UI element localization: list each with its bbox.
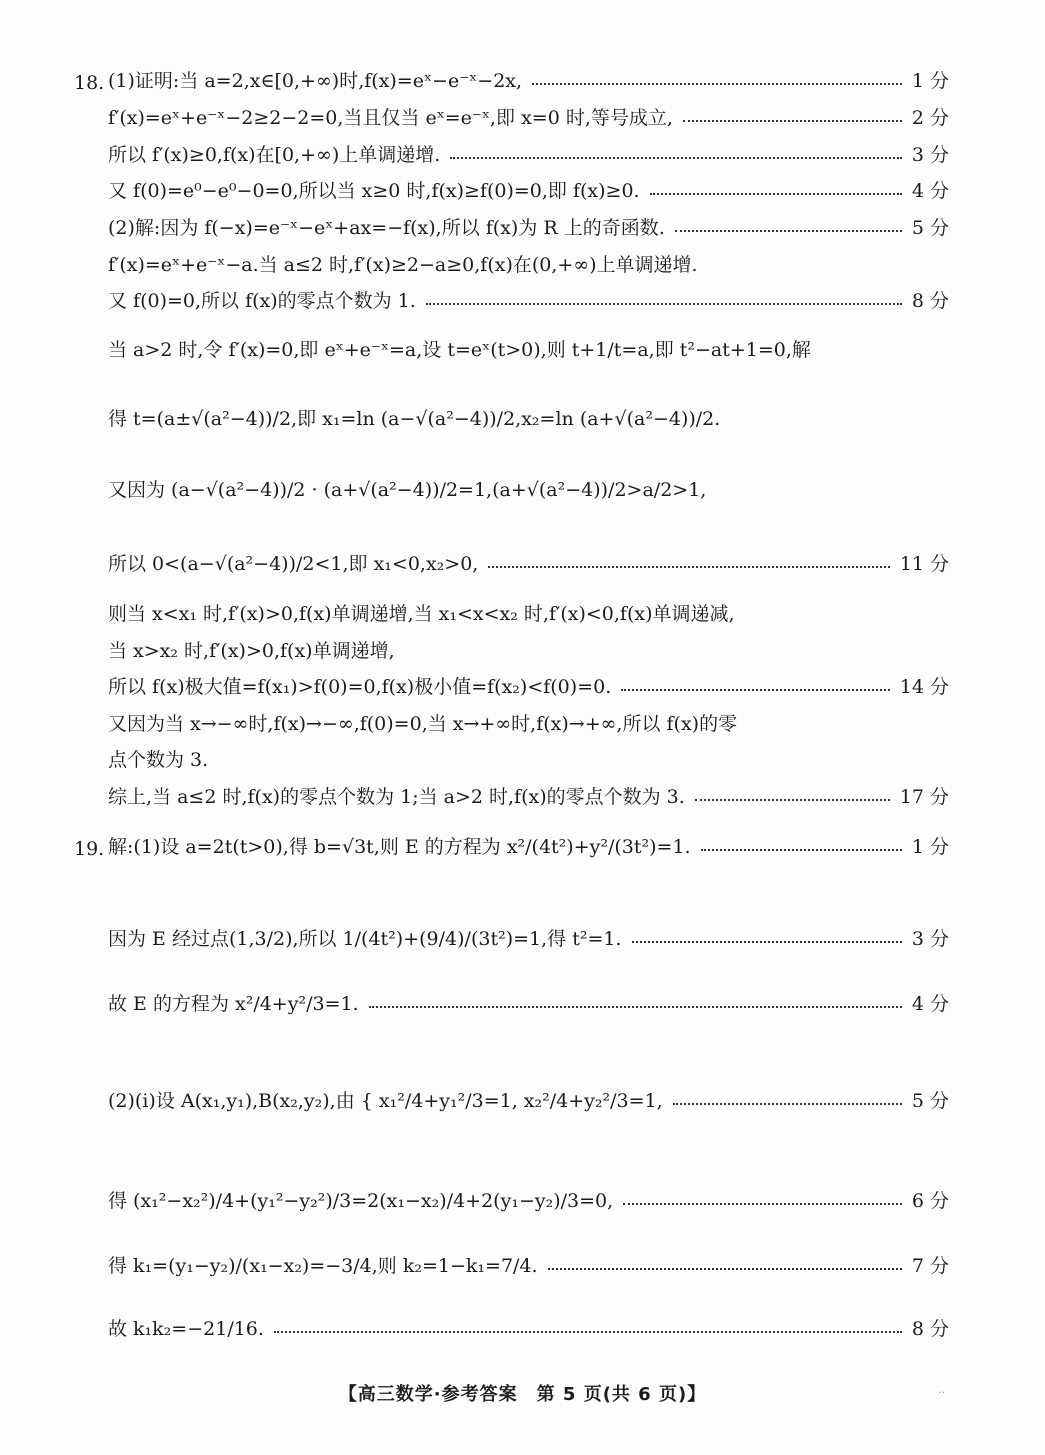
q18-line-11-text: 所以 0<(a−√(a²−4))/2<1,即 x₁<0,x₂>0, (108, 553, 479, 575)
q18-line-14-text: 所以 f(x)极大值=f(x₁)>f(0)=0,f(x)极小值=f(x₂)<f(0)=0. (108, 676, 612, 698)
q18-line-4-score: 4 分 (911, 180, 949, 202)
q19-line-2 (108, 930, 949, 949)
leader-dots (548, 1268, 902, 1270)
q19-line-6 (108, 1257, 949, 1276)
q19-line-4-text: (2)(ⅰ)设 A(x₁,y₁),B(x₂,y₂),由 { x₁²/4+y₁²/3=1, x₂²/4+y₂²/3=1, (108, 1090, 663, 1112)
leader-dots (701, 849, 902, 851)
q18-line-8-text: 当 a>2 时,令 f′(x)=0,即 eˣ+e⁻ˣ=a,设 t=eˣ(t>0),则 t+1/t=a,即 t²−at+1=0,解 (108, 339, 811, 361)
q19-line-2-score: 3 分 (911, 928, 949, 950)
q18-line-13-text: 当 x>x₂ 时,f′(x)>0,f(x)单调递增, (108, 640, 395, 662)
q18-line-15 (108, 715, 949, 734)
q18-line-5-text: (2)解:因为 f(−x)=e⁻ˣ−eˣ+ax=−f(x),所以 f(x)为 R 上的奇函数. (108, 217, 665, 239)
q18-line-3-text: 所以 f′(x)≥0,f(x)在[0,+∞)上单调递增. (108, 144, 441, 166)
q19-line-4-score: 5 分 (911, 1090, 949, 1112)
q18-line-10-text: 又因为 (a−√(a²−4))/2 · (a+√(a²−4))/2=1,(a+√(a²−4))/2>a/2>1, (108, 479, 707, 501)
leader-dots (673, 1103, 902, 1105)
q19-line-3 (108, 995, 949, 1014)
q18-line-14 (108, 678, 949, 697)
q18-line-10 (108, 481, 949, 500)
q18-line-11 (108, 555, 949, 574)
q19-line-6-score: 7 分 (911, 1255, 949, 1277)
q18-line-1-score: 1 分 (911, 70, 949, 92)
q19-line-5-score: 6 分 (911, 1190, 949, 1212)
q18-line-3-score: 3 分 (911, 144, 949, 166)
q18-line-12 (108, 605, 949, 624)
q18-line-13 (108, 642, 949, 661)
leader-dots (488, 566, 889, 568)
q18-line-1-text: (1)证明:当 a=2,x∈[0,+∞)时,f(x)=eˣ−e⁻ˣ−2x, (108, 70, 523, 92)
leader-dots (532, 83, 902, 85)
q19-line-1 (108, 838, 949, 857)
page-footer: 【高三数学·参考答案 第 5 页(共 6 页)】 (338, 1384, 707, 1405)
q19-line-2-text: 因为 E 经过点(1,3/2),所以 1/(4t²)+(9/4)/(3t²)=1,得 t²=1. (108, 928, 622, 950)
q18-line-17 (108, 788, 949, 807)
q18-line-1 (108, 72, 949, 91)
q18-line-5 (108, 219, 949, 238)
q19-line-4 (108, 1092, 949, 1111)
q19-line-3-score: 4 分 (911, 993, 949, 1015)
q18-line-6 (108, 256, 949, 275)
q18-line-3 (108, 146, 949, 165)
q18-line-4-text: 又 f(0)=e⁰−e⁰−0=0,所以当 x≥0 时,f(x)≥f(0)=0,即 f(x)≥0. (108, 180, 640, 202)
q19-line-6-text: 得 k₁=(y₁−y₂)/(x₁−x₂)=−3/4,则 k₂=1−k₁=7/4. (108, 1255, 538, 1277)
q19-line-7-text: 故 k₁k₂=−21/16. (108, 1318, 264, 1340)
q19-line-1-score: 1 分 (911, 836, 949, 858)
q19-line-5-text: 得 (x₁²−x₂²)/4+(y₁²−y₂²)/3=2(x₁−x₂)/4+2(y₁−y₂)/3=0, (108, 1190, 614, 1212)
leader-dots (650, 193, 902, 195)
leader-dots (695, 799, 890, 801)
q18-line-2-text: f′(x)=eˣ+e⁻ˣ−2≥2−2=0,当且仅当 eˣ=e⁻ˣ,即 x=0 时,等号成立, (108, 107, 673, 129)
q18-line-16 (108, 751, 949, 770)
corner-mark: ·· (938, 1388, 945, 1399)
leader-dots (450, 157, 902, 159)
q18-line-17-score: 17 分 (899, 786, 949, 808)
q18-line-16-text: 点个数为 3. (108, 749, 209, 771)
q18-line-12-text: 则当 x<x₁ 时,f′(x)>0,f(x)单调递增,当 x₁<x<x₂ 时,f′(x)<0,f(x)单调递减, (108, 603, 735, 625)
leader-dots (621, 689, 890, 691)
q18-line-9-text: 得 t=(a±√(a²−4))/2,即 x₁=ln (a−√(a²−4))/2,x₂=ln (a+√(a²−4))/2. (108, 408, 721, 430)
leader-dots (426, 303, 902, 305)
leader-dots (683, 120, 902, 122)
q19-line-5 (108, 1192, 949, 1211)
q18-line-17-text: 综上,当 a≤2 时,f(x)的零点个数为 1;当 a>2 时,f(x)的零点个数为 3. (108, 786, 685, 808)
q18-line-2 (108, 109, 949, 128)
q18-line-2-score: 2 分 (911, 107, 949, 129)
q19-line-7-score: 8 分 (911, 1318, 949, 1340)
q19-line-3-text: 故 E 的方程为 x²/4+y²/3=1. (108, 993, 359, 1015)
leader-dots (675, 230, 902, 232)
q18-line-15-text: 又因为当 x→−∞时,f(x)→−∞,f(0)=0,当 x→+∞时,f(x)→+∞,所以 f(x)的零 (108, 713, 738, 735)
leader-dots (632, 941, 902, 943)
q18-line-7-text: 又 f(0)=0,所以 f(x)的零点个数为 1. (108, 290, 416, 312)
q18-line-6-text: f′(x)=eˣ+e⁻ˣ−a.当 a≤2 时,f′(x)≥2−a≥0,f(x)在(0,+∞)上单调递增. (108, 254, 698, 276)
leader-dots (369, 1006, 902, 1008)
q18-line-11-score: 11 分 (899, 553, 949, 575)
q19-line-7 (108, 1320, 949, 1339)
q18-line-14-score: 14 分 (899, 676, 949, 698)
leader-dots (274, 1331, 902, 1333)
q18-line-7 (108, 292, 949, 311)
q18-line-9 (108, 410, 949, 429)
q18-line-7-score: 8 分 (911, 290, 949, 312)
q18-line-8 (108, 341, 949, 360)
leader-dots (623, 1203, 902, 1205)
question-18-number: 18. (74, 72, 105, 94)
question-19-number: 19. (74, 838, 105, 860)
q18-line-5-score: 5 分 (911, 217, 949, 239)
q19-line-1-text: 解:(1)设 a=2t(t>0),得 b=√3t,则 E 的方程为 x²/(4t²)+y²/(3t²)=1. (108, 836, 691, 858)
q18-line-4 (108, 182, 949, 201)
